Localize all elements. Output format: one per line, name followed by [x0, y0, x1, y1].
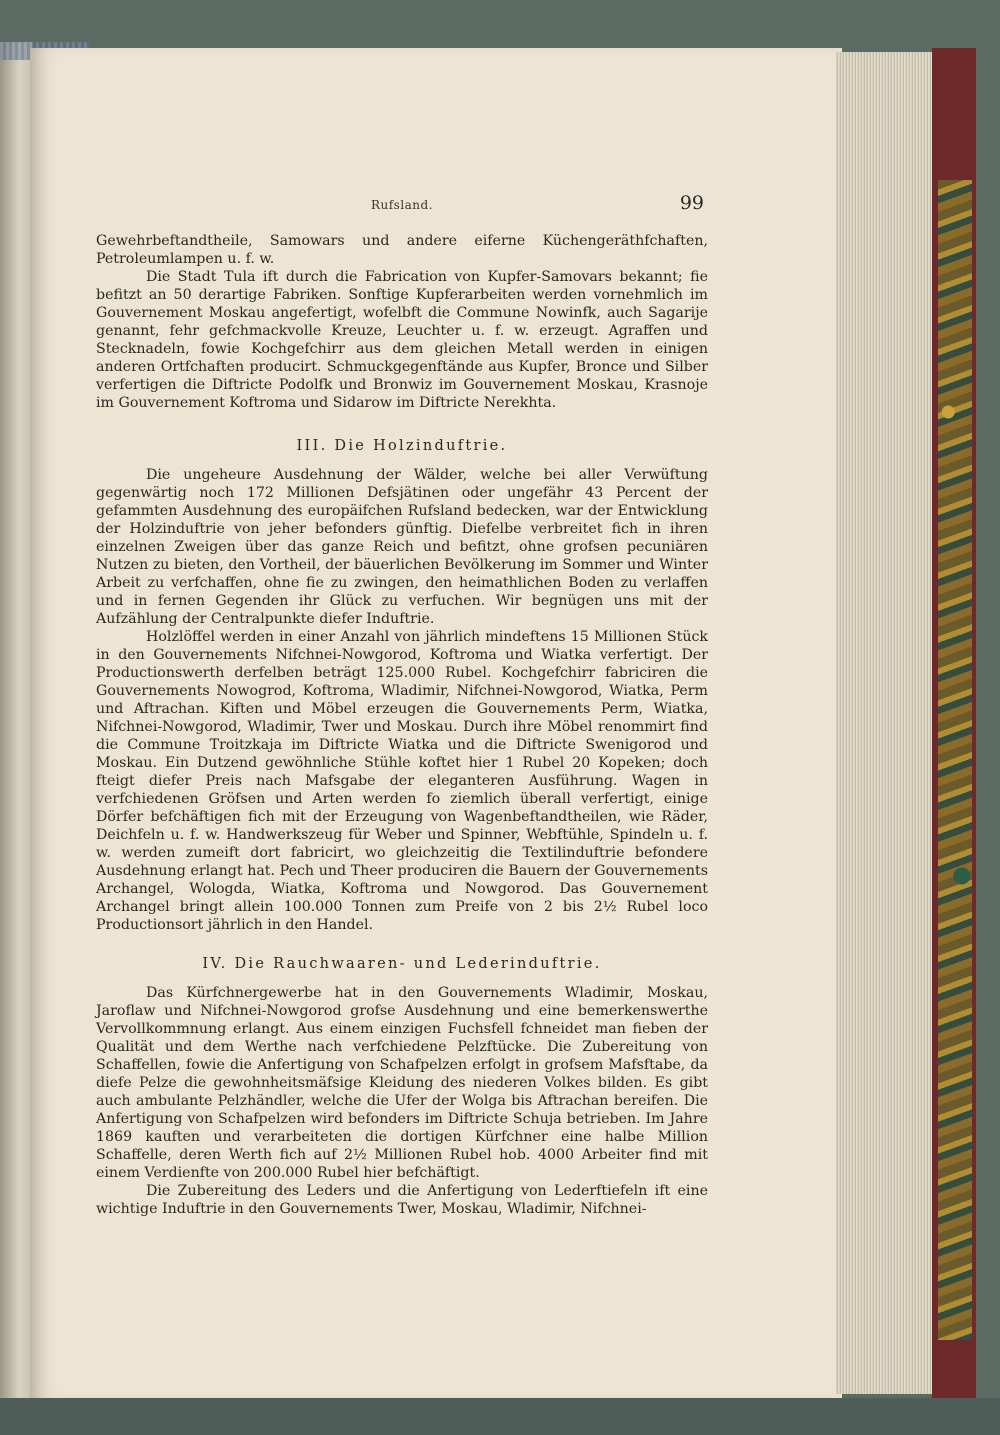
- paragraph: Holzlöffel werden in einer Anzahl von jährlich mindeftens 15 Millionen Stück in den Gouvernements Nifchnei-Nowgorod, Koftroma und Wiatka verfertigt. Der Productionswerth derfelben beträgt 125.000 Rubel. Kochgefchirr fabriciren die Gouvernements Nowogrod, Koftroma, Wladimir, Nifchnei-Nowgorod, Wiatka, Perm und Aftrachan. Kiften und Möbel erzeugen die Gouvernements Perm, Wiatka, Nifchnei-Nowgorod, Wladimir, Twer und Moskau. Durch ihre Möbel renommirt find die Commune Troitzkaja im Diftricte Wiatka und die Diftricte Swenigorod und Moskau. Ein Dutzend gewöhnliche Stühle koftet hier 1 Rubel 20 Kopeken; doch fteigt diefer Preis nach Mafsgabe der eleganteren Ausführung. Wagen in verfchiedenen Gröfsen und Arten werden fo ziemlich überall verfertigt, einige Dörfer befchäftigen fich mit der Erzeugung von Wagenbeftandtheilen, wie Räder, Deichfeln u. f. w. Handwerkszeug für Weber und Spinner, Webftühle, Spindeln u. f. w. werden zumeift dort fabricirt, wo gleichzeitig die Textilinduftrie befondere Ausdehnung erlangt hat. Pech und Theer produciren die Bauern der Gouvernements Archangel, Wologda, Wiatka, Koftroma und Nowgorod. Das Gouvernement Archangel bringt allein 100.000 Tonnen zum Preife von 2 bis 2½ Rubel loco Productionsort jährlich in den Handel.: [96, 629, 708, 933]
- paragraph: Die Zubereitung des Leders und die Anfertigung von Lederftiefeln ift eine wichtige Induftrie in den Gouvernements Twer, Moskau, Wladimir, Nifchnei-: [96, 1183, 708, 1217]
- page-number: 99: [679, 192, 704, 214]
- section-heading-iii: III. Die Holzinduftrie.: [296, 438, 508, 454]
- running-title: Rufsland.: [370, 198, 434, 212]
- left-page-edge: [0, 42, 32, 1402]
- paragraph: Die Stadt Tula ift durch die Fabrication von Kupfer-Samovars bekannt; fie befitzt an 50 derartige Fabriken. Sonftige Kupferarbeiten werden vornehmlich im Gouvernement Moskau angefertigt, wofelbft die Commune Nowinfk, auch Sagarije genannt, fehr gefchmackvolle Kreuze, Leuchter u. f. w. erzeugt. Agraffen und Stecknadeln, fowie Kochgefchirr aus dem gleichen Metall werden in einigen anderen Ortfchaften producirt. Schmuckgegenftände aus Kupfer, Bronce und Silber verfertigen die Diftricte Podolfk und Bronwiz im Gouvernement Moskau, Krasnoje im Gouvernement Koftroma und Sidarow im Diftricte Nerekhta.: [96, 269, 708, 411]
- marbled-cover-edge: [938, 180, 972, 1340]
- text-block-section-iii: [96, 466, 708, 934]
- page-stack-edge: [836, 52, 940, 1394]
- background-bottom: [0, 1398, 1000, 1435]
- paragraph: Gewehrbeftandtheile, Samowars und andere eiferne Küchengeräthfchaften, Petroleumlampen u. f. w.: [96, 233, 708, 267]
- paragraph: Die ungeheure Ausdehnung der Wälder, welche bei aller Verwüftung gegenwärtig noch 172 Millionen Defsjätinen oder ungefähr 43 Percent der gefammten Ausdehnung des europäifchen Rufsland bedecken, war der Entwicklung der Holzinduftrie von jeher befonders günftig. Diefelbe verbreitet fich in ihren einzelnen Zweigen über das ganze Reich und befitzt, ohne grofsen pecuniären Nutzen zu bieten, den Vortheil, der bäuerlichen Bevölkerung im Sommer und Winter Arbeit zu verfchaffen, ohne fie zu zwingen, den heimathlichen Boden zu verlaffen und in fernen Gegenden ihr Glück zu verfuchen. Wir begnügen uns mit der Aufzählung der Centralpunkte diefer Induftrie.: [96, 467, 708, 627]
- paragraph: Das Kürfchnergewerbe hat in den Gouvernements Wladimir, Moskau, Jaroflaw und Nifchnei-Nowgorod grofse Ausdehnung und eine bemerkenswerthe Vervollkommnung erlangt. Aus einem einzigen Fuchsfell fchneidet man fieben der Qualität und dem Werthe nach verfchiedene Pelzftücke. Die Zubereitung von Schaffellen, fowie die Anfertigung von Schafpelzen erfolgt in grofsem Mafsftabe, da diefe Pelze die gewohnheitsmäfsige Kleidung des niederen Volkes bilden. Es gibt auch ambulante Pelzhändler, welche die Ufer der Wolga bis Aftrachan bereifen. Die Anfertigung von Schafpelzen wird befonders im Diftricte Schuja betrieben. Im Jahre 1869 kauften und verarbeiteten die dortigen Kürfchner eine halbe Million Schaffelle, deren Werth fich auf 2½ Millionen Rubel hob. 4000 Arbeiter find mit einem Verdienfte von 200.000 Rubel hier befchäftigt.: [96, 985, 708, 1181]
- section-heading-iv: IV. Die Rauchwaaren- und Lederinduftrie.: [202, 956, 602, 972]
- text-block-section-iv: [96, 984, 708, 1218]
- running-header: [96, 192, 708, 216]
- text-block-intro: [96, 232, 708, 412]
